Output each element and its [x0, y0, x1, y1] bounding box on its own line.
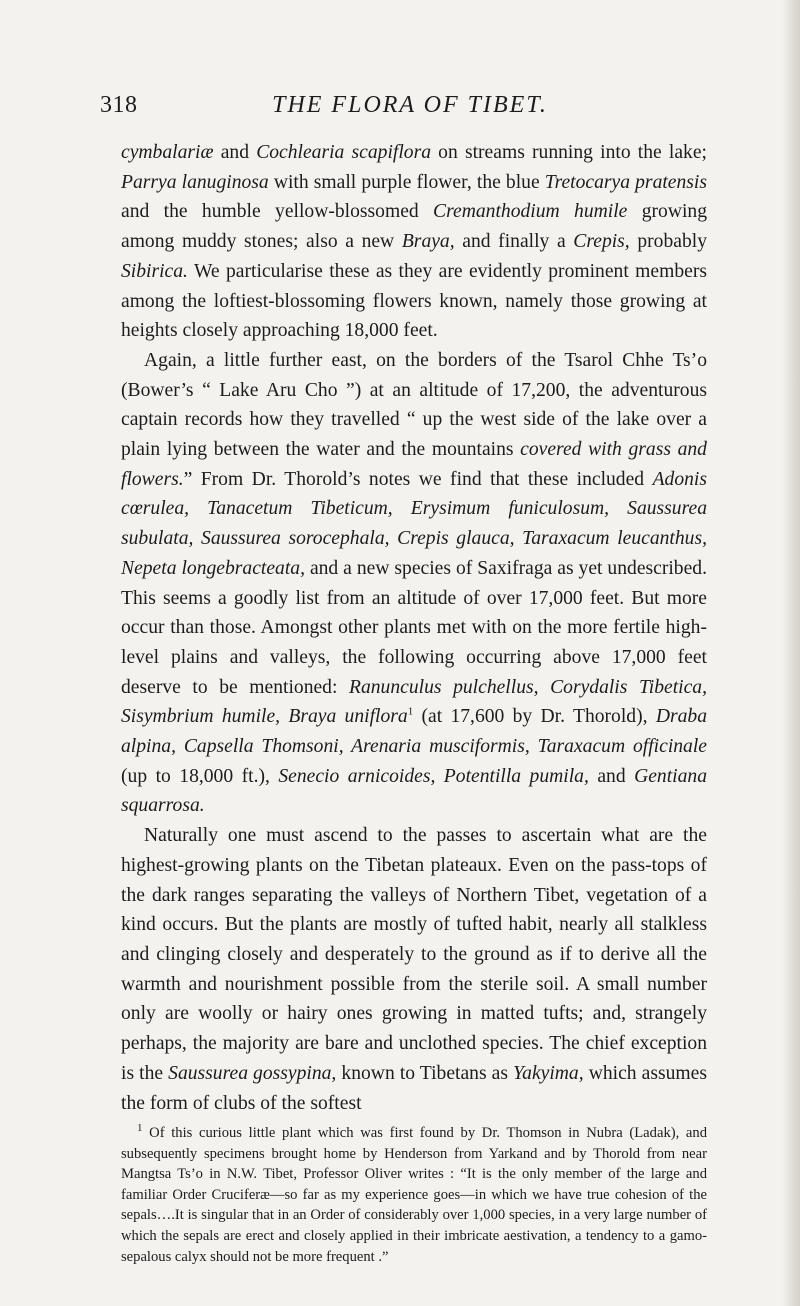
text-run: (at 17,600 by Dr. Thorold), — [413, 706, 656, 728]
text-run: with small purple flower, the blue — [268, 171, 545, 193]
italic-text: Tretocarya pratensis — [544, 171, 707, 193]
footnote-marker: 1 — [137, 1122, 143, 1135]
text-run: We particularise these as they are evidently prominent members among the loftiest-blossoming flowers known, namely those growing at heights closely approaching 18,000 feet. — [121, 260, 707, 342]
footnote — [121, 1123, 707, 1267]
page-header — [100, 92, 720, 128]
text-run: probably — [629, 231, 707, 253]
italic-text: covered with grass and flowers. — [121, 439, 707, 490]
italic-text: Cochlearia scapiflora — [256, 142, 431, 163]
page-edge-shadow — [782, 0, 800, 1306]
text-run: known to Tibetans as — [336, 1062, 514, 1084]
text-run: and a new species of Saxifraga as yet undescribed. This seems a goodly list from an altitude of over 17,000 feet. But more occur than those. Amongst other plants met with on the more fertile high-level plains and valleys, the following occurring above 17,000 feet deserve to be mentioned: — [121, 557, 707, 698]
text-run: and — [213, 142, 257, 163]
italic-text: Sibirica. — [121, 260, 188, 282]
italic-text: Parrya lanuginosa — [121, 171, 269, 193]
text-run: and — [588, 765, 635, 787]
italic-text: Ranunculus pulchellus, Corydalis Tibetica, Sisymbrium humile, Braya uniflora — [121, 676, 707, 728]
text-run: Naturally one must ascend to the passes to ascertain what are the highest-growing plants on the Tibetan plateaux. Even on the pass-tops of the dark ranges separating the valleys of Northern Tibet, vegetation of a kind occurs. But the plants are mostly of tufted habit, nearly all stalkless and clinging closely and desperately to the ground as if to derive all the warmth and nourishment possible from the sterile soil. A small number only are woolly or hairy ones growing in matted tufts; and, strangely perhaps, the majority are bare and unclothed species. The chief exception is the — [121, 825, 707, 1084]
text-run: ” From Dr. Thorold’s notes we find that these included — [183, 468, 653, 490]
italic-text: Braya, — [401, 231, 455, 253]
italic-text: cymbalariæ — [121, 142, 214, 163]
text-run: which assumes the form of clubs of the softest — [121, 1062, 707, 1114]
text-run: growing among muddy stones; also a new — [121, 201, 708, 253]
body-text — [121, 138, 707, 1118]
page-number: 318 — [100, 92, 138, 118]
italic-text: Saussurea gossypina, — [168, 1062, 337, 1084]
text-run: (up to 18,000 ft.), — [121, 765, 279, 787]
text-run: and the humble yellow-blossomed — [121, 201, 434, 223]
text-run: Again, a little further east, on the borders of the Tsarol Chhe Ts’o (Bower’s “ Lake Aru Cho ”) at an altitude of 17,200, the adventurous captain records how they travelled “ up the west side of the lake over a plain lying between the water and the mountains — [121, 349, 707, 461]
italic-text: Yakyima, — [513, 1062, 584, 1084]
italic-text: Cremanthodium humile — [433, 201, 628, 223]
text-run: on streams running into the lake; — [431, 142, 707, 163]
italic-text: Gentiana squarrosa. — [121, 765, 707, 817]
italic-text: Adonis cœrulea, Tanacetum Tibeticum, Erysimum funiculosum, Saussurea subulata, Saussurea sorocephala, Crepis glauca, Taraxacum leucanthus, Nepeta longebracteata, — [121, 468, 707, 579]
paragraph-2 — [121, 346, 707, 821]
text-run: Of this curious little plant which was first found by Dr. Thomson in Nubra (Ladak), and subsequently specimens brought home by Henderson from Yarkand and by Thorold from near Mangtsa Ts’o in N.W. Tibet, Professor Oliver writes : “It is the only member of the large and familiar Order Cruciferæ—so far as my experience goes—in which we have true cohesion of the sepals….It is singular that in an Order of considerably over 1,000 species, in a very large number of which the sepals are erect and closely applied in their imbricate aestivation, a tendency to a gamosepalous calyx should not be more frequent .” — [121, 1125, 707, 1265]
italic-text: Draba alpina, Capsella Thomsoni, Arenaria musciformis, Taraxacum officinale — [121, 706, 707, 758]
paragraph-1 — [121, 138, 707, 346]
running-title: THE FLORA OF TIBET. — [272, 92, 548, 118]
paragraph-3 — [121, 821, 707, 1118]
italic-text: Crepis, — [573, 231, 630, 253]
text-run: and finally a — [454, 231, 574, 253]
footnote-marker: 1 — [407, 705, 414, 718]
italic-text: Senecio arnicoides, Potentilla pumila, — [278, 765, 589, 787]
